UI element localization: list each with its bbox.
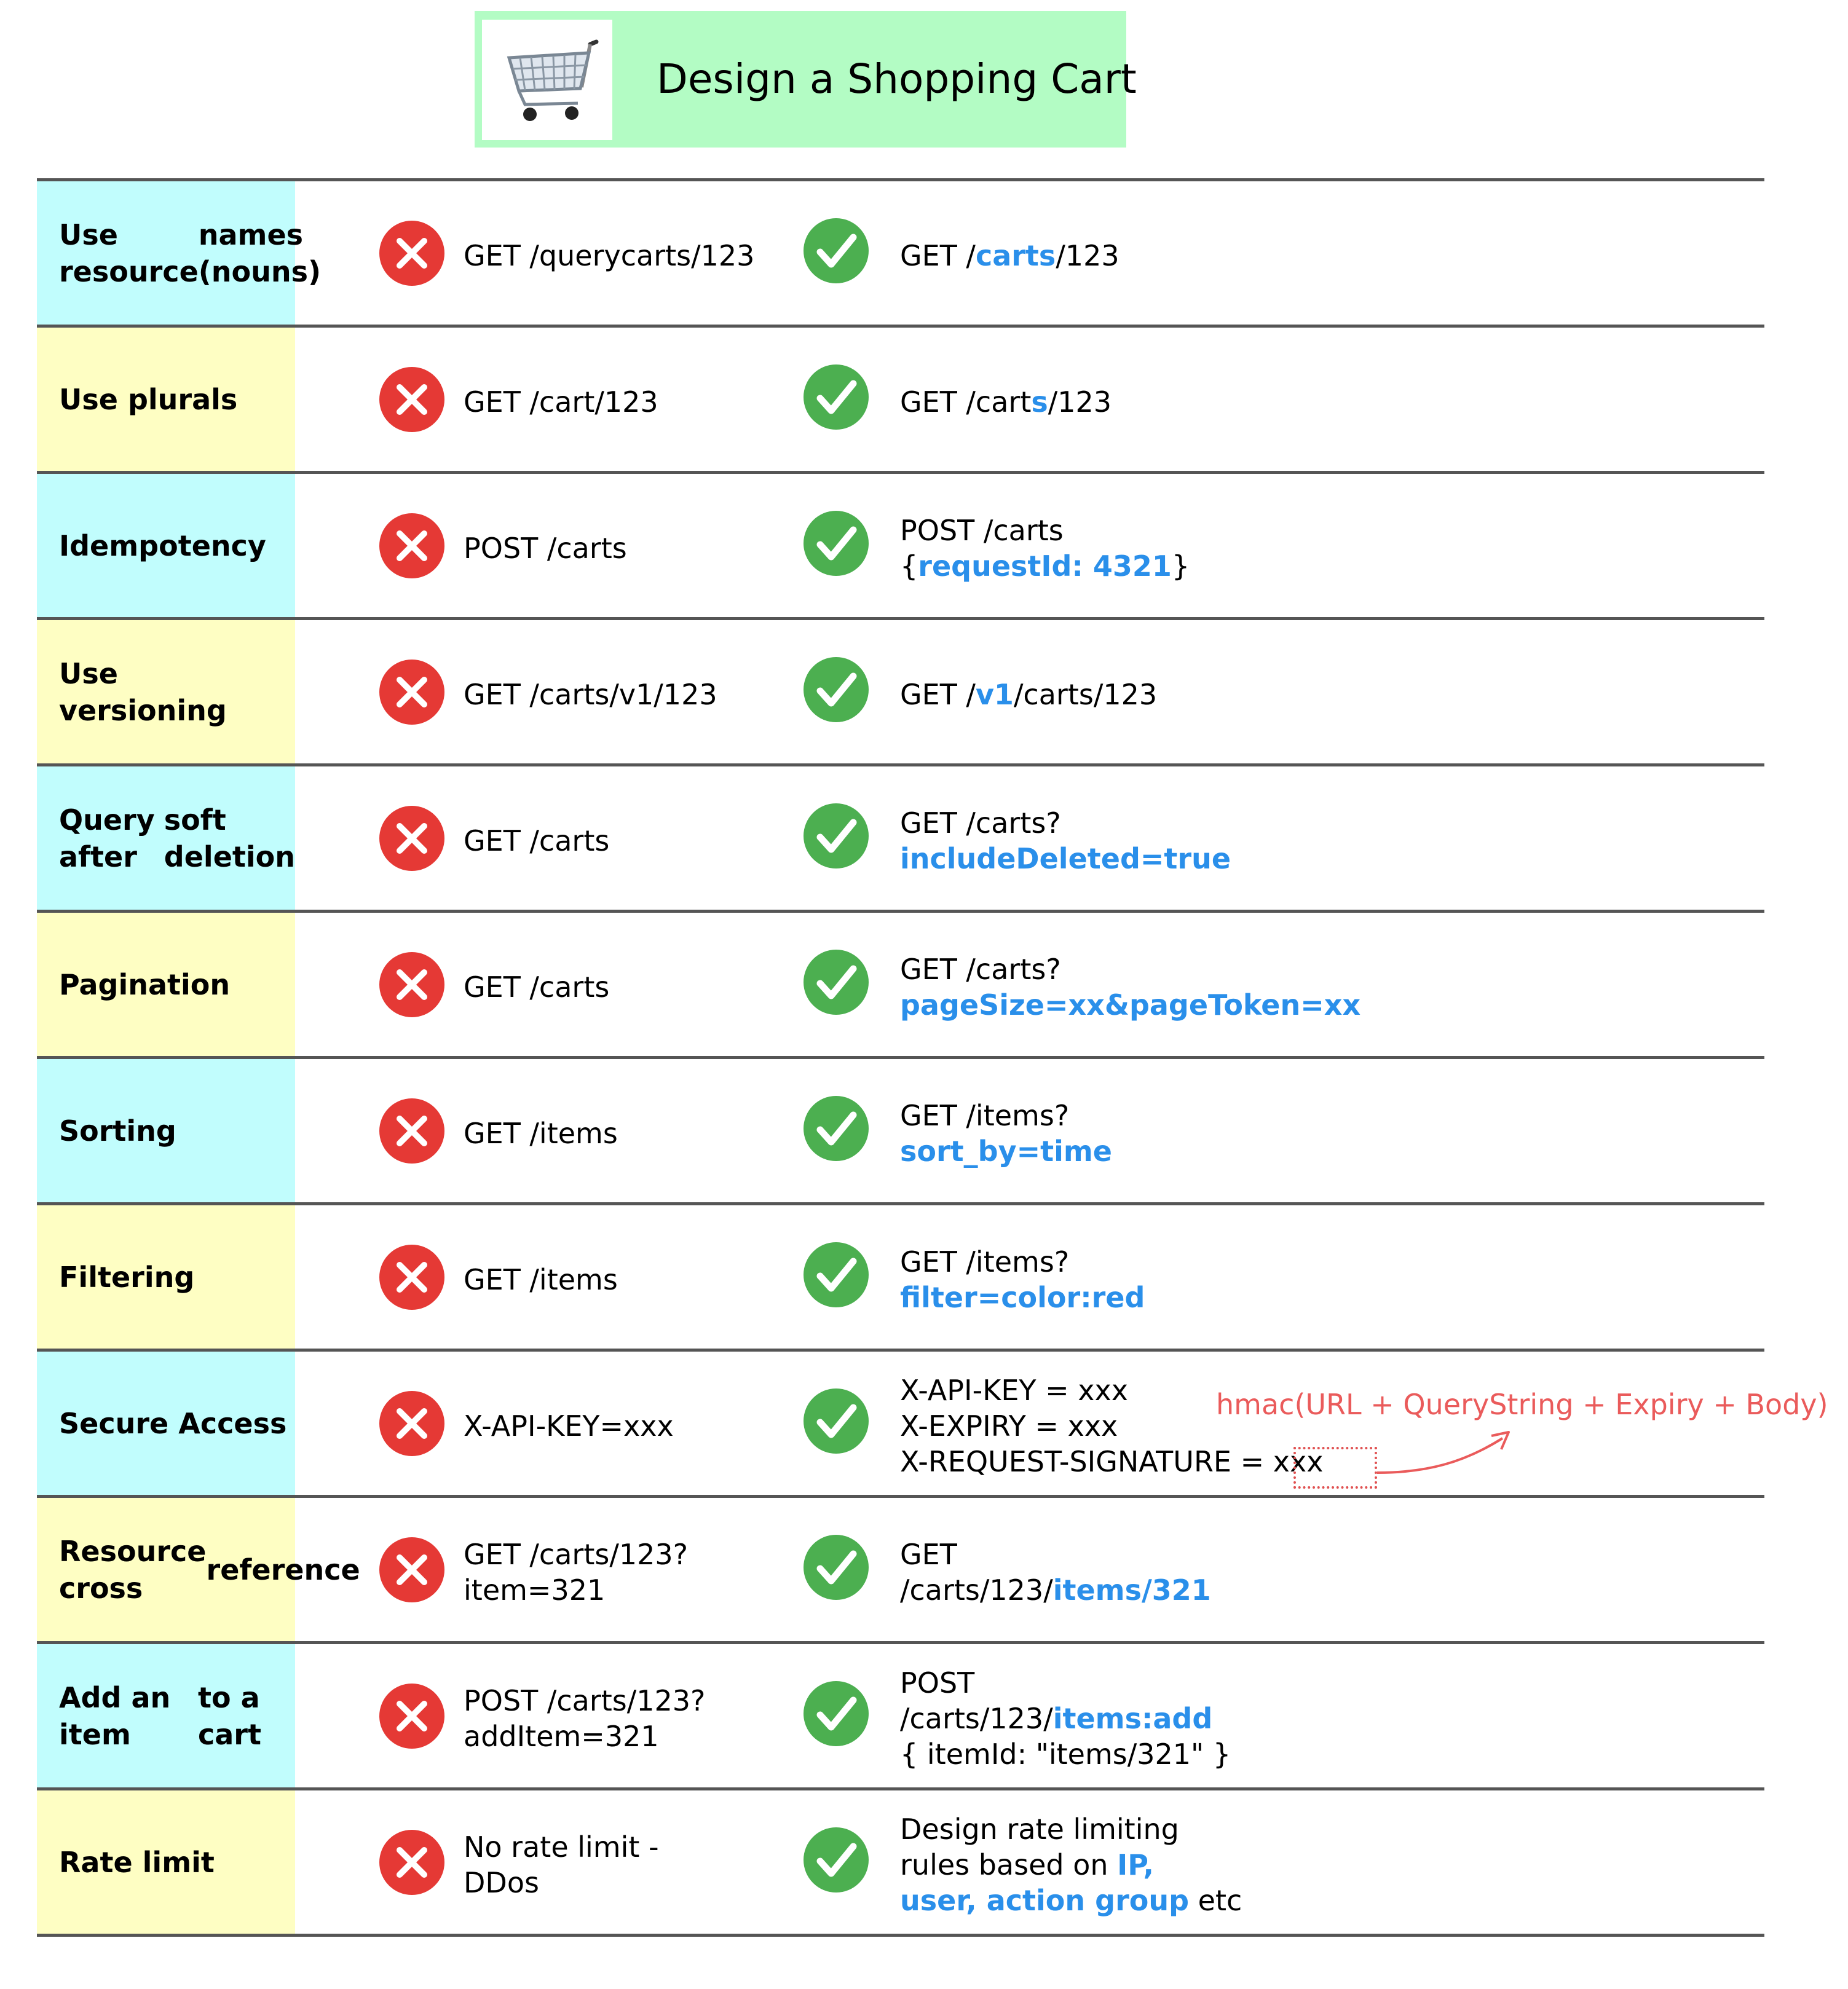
good-example-line xyxy=(900,1444,1323,1479)
row-label-line: Rate limit xyxy=(59,1845,215,1879)
bad-example-line: GET /carts xyxy=(464,970,610,1004)
good-example-line xyxy=(900,677,1157,712)
x-circle-icon xyxy=(376,1680,448,1752)
bad-example-line: item=321 xyxy=(464,1573,606,1607)
good-example xyxy=(900,1811,1242,1918)
row-label-line: Resource cross xyxy=(59,1534,207,1605)
x-circle-icon xyxy=(376,1534,448,1605)
row-label-line: reference xyxy=(206,1553,360,1586)
bad-example-line: addItem=321 xyxy=(464,1719,659,1753)
good-example xyxy=(900,1537,1211,1608)
row-divider xyxy=(37,1349,1764,1352)
good-example-line xyxy=(900,238,1119,274)
table-row xyxy=(37,471,1764,617)
good-example-line xyxy=(900,1847,1242,1883)
text-segment: /carts/123 xyxy=(1013,677,1158,711)
text-segment: { xyxy=(900,549,918,583)
text-segment: /123 xyxy=(1048,385,1112,419)
row-label xyxy=(37,766,295,910)
cart-tile xyxy=(482,20,612,140)
table-row xyxy=(37,1641,1764,1787)
bad-example xyxy=(464,1537,688,1608)
check-circle-icon xyxy=(800,947,872,1018)
text-segment: X-API-KEY = xxx xyxy=(900,1373,1128,1407)
check-circle-icon xyxy=(800,1385,872,1457)
row-label-line: Query after xyxy=(59,803,155,873)
good-example-line xyxy=(900,1537,1211,1572)
check-circle-icon xyxy=(800,1824,872,1896)
bad-example xyxy=(464,1683,705,1754)
good-example-line xyxy=(900,1133,1112,1169)
good-example-line xyxy=(900,1736,1231,1772)
good-example-line xyxy=(900,805,1231,841)
good-example-line xyxy=(900,548,1190,584)
row-divider xyxy=(37,1641,1764,1644)
bad-example-line: POST /carts xyxy=(464,531,627,565)
good-example-line xyxy=(900,1883,1242,1918)
hmac-note: hmac(URL + QueryString + Expiry + Body) xyxy=(1216,1388,1828,1421)
text-segment: /carts/123/ xyxy=(900,1701,1053,1735)
text-segment: GET /items? xyxy=(900,1245,1070,1278)
highlighted-segment: user, action group xyxy=(900,1883,1190,1917)
bad-example xyxy=(464,1262,618,1298)
check-circle-icon xyxy=(800,361,872,433)
bad-example xyxy=(464,1408,674,1444)
good-example-line xyxy=(900,1244,1145,1280)
table-row xyxy=(37,763,1764,910)
good-example-line xyxy=(900,1811,1242,1847)
good-example-line xyxy=(900,951,1360,987)
row-label xyxy=(37,328,295,471)
highlighted-segment: items/321 xyxy=(1052,1573,1211,1607)
highlighted-segment: pageSize=xx&pageToken=xx xyxy=(900,988,1361,1022)
text-segment: Design rate limiting xyxy=(900,1812,1179,1846)
good-example-line xyxy=(900,1098,1112,1133)
text-segment: } xyxy=(1171,549,1190,583)
highlighted-segment: IP, xyxy=(1117,1848,1154,1881)
row-label-line: Pagination xyxy=(59,967,231,1001)
check-circle-icon xyxy=(800,508,872,579)
good-example xyxy=(900,1665,1231,1772)
row-divider xyxy=(37,763,1764,766)
row-divider xyxy=(37,1495,1764,1498)
bad-example xyxy=(464,384,658,420)
highlighted-segment: requestId: 4321 xyxy=(918,549,1172,583)
title-box xyxy=(475,11,1137,148)
good-example xyxy=(900,513,1190,584)
highlighted-segment: carts xyxy=(975,238,1056,272)
table-row xyxy=(37,1056,1764,1202)
text-segment: X-EXPIRY = xxx xyxy=(900,1409,1118,1443)
row-divider xyxy=(37,1202,1764,1205)
check-circle-icon xyxy=(800,654,872,725)
text-segment: GET / xyxy=(900,677,976,711)
table-row xyxy=(37,617,1764,763)
highlighted-segment: includeDeleted=true xyxy=(900,841,1231,875)
row-label-line: Use plurals xyxy=(59,382,238,416)
bad-example xyxy=(464,969,609,1005)
text-segment: /carts/123/ xyxy=(900,1573,1053,1607)
x-circle-icon xyxy=(376,1095,448,1167)
text-segment: POST /carts xyxy=(900,513,1064,547)
text-segment: etc xyxy=(1189,1883,1242,1917)
text-segment: rules based on xyxy=(900,1848,1118,1881)
good-example xyxy=(900,1244,1145,1315)
good-example-line xyxy=(900,1701,1231,1736)
bad-example-line: GET /carts/123? xyxy=(464,1537,689,1571)
check-circle-icon xyxy=(800,1239,872,1310)
bad-example-line: GET /items xyxy=(464,1116,618,1150)
row-label xyxy=(37,1205,295,1349)
row-label xyxy=(37,181,322,325)
x-circle-icon xyxy=(376,218,448,289)
highlighted-segment: sort_by=time xyxy=(900,1134,1112,1168)
row-label xyxy=(37,474,295,617)
x-circle-icon xyxy=(376,803,448,874)
x-circle-icon xyxy=(376,1242,448,1313)
check-circle-icon xyxy=(800,1678,872,1749)
bad-example xyxy=(464,823,609,859)
bad-example-line: GET /querycarts/123 xyxy=(464,238,755,272)
bad-example-line: GET /carts xyxy=(464,824,610,857)
text-segment: /123 xyxy=(1056,238,1119,272)
text-segment: GET / xyxy=(900,238,976,272)
good-example-line xyxy=(900,841,1231,876)
table-row xyxy=(37,910,1764,1056)
good-example xyxy=(900,951,1360,1023)
bad-example-line: GET /carts/v1/123 xyxy=(464,677,717,711)
good-example-line xyxy=(900,1572,1211,1608)
row-label xyxy=(37,1498,360,1641)
row-label-line: Use versioning xyxy=(59,656,227,727)
text-segment: GET /carts? xyxy=(900,952,1061,986)
text-segment: POST xyxy=(900,1666,975,1700)
text-segment: { itemId: "items/321" } xyxy=(900,1737,1231,1771)
x-circle-icon xyxy=(376,1388,448,1459)
text-segment: GET /carts? xyxy=(900,806,1061,840)
row-divider xyxy=(37,325,1764,328)
row-label-line: to a cart xyxy=(198,1680,261,1751)
row-label xyxy=(37,1059,295,1202)
text-segment: GET /cart xyxy=(900,385,1032,419)
page-title: Design a Shopping Cart xyxy=(657,55,1137,103)
bad-example-line: X-API-KEY=xxx xyxy=(464,1409,674,1443)
row-label xyxy=(37,1644,295,1787)
row-divider xyxy=(37,910,1764,913)
row-label xyxy=(37,1790,295,1934)
good-example xyxy=(900,384,1112,420)
x-circle-icon xyxy=(376,656,448,728)
bad-example xyxy=(464,530,627,566)
shopping-cart-icon xyxy=(482,20,612,140)
check-circle-icon xyxy=(800,1532,872,1603)
table-row xyxy=(37,1787,1764,1934)
bad-example xyxy=(464,1829,659,1900)
table-row xyxy=(37,1495,1764,1641)
good-example-line xyxy=(900,987,1360,1023)
bad-example-line: POST /carts/123? xyxy=(464,1684,706,1717)
row-divider xyxy=(37,471,1764,474)
x-circle-icon xyxy=(376,364,448,435)
x-circle-icon xyxy=(376,949,448,1020)
row-divider xyxy=(37,1787,1764,1790)
x-circle-icon xyxy=(376,510,448,581)
bad-example-line: GET /cart/123 xyxy=(464,385,658,419)
check-circle-icon xyxy=(800,1093,872,1164)
good-example-line xyxy=(900,384,1112,420)
good-example-line xyxy=(900,1665,1231,1701)
row-divider xyxy=(37,617,1764,620)
row-label-line: names (nouns) xyxy=(198,218,322,288)
check-circle-icon xyxy=(800,215,872,286)
row-label xyxy=(37,1352,295,1495)
row-label-line: Idempotency xyxy=(59,529,266,562)
table-row xyxy=(37,325,1764,471)
text-segment: GET /items? xyxy=(900,1098,1070,1132)
table-row xyxy=(37,1202,1764,1349)
row-label-line: Filtering xyxy=(59,1260,195,1294)
arrow-icon xyxy=(1371,1414,1518,1481)
row-label-line: soft deletion xyxy=(164,803,295,873)
good-example xyxy=(900,805,1231,876)
highlighted-segment: v1 xyxy=(975,677,1014,711)
row-label-line: Add an item xyxy=(59,1680,171,1751)
row-divider xyxy=(37,1056,1764,1059)
row-label-line: Sorting xyxy=(59,1114,176,1148)
row-label xyxy=(37,913,295,1056)
bad-example-line: GET /items xyxy=(464,1262,618,1296)
text-segment: X-REQUEST-SIGNATURE = xxx xyxy=(900,1444,1324,1478)
bad-example xyxy=(464,238,754,274)
check-circle-icon xyxy=(800,800,872,872)
row-label-line: Secure Access xyxy=(59,1406,287,1440)
good-example xyxy=(900,677,1157,712)
good-example-line xyxy=(900,1280,1145,1315)
row-divider xyxy=(37,1934,1764,1937)
highlighted-segment: s xyxy=(1031,385,1048,419)
row-label-line: Use resource xyxy=(59,218,199,288)
bad-example-line: No rate limit - xyxy=(464,1830,659,1864)
bad-example-line: DDos xyxy=(464,1865,539,1899)
bad-example xyxy=(464,677,717,712)
signature-highlight-box xyxy=(1293,1447,1377,1489)
text-segment: GET xyxy=(900,1537,957,1571)
highlighted-segment: filter=color:red xyxy=(900,1280,1145,1314)
good-example xyxy=(900,238,1119,274)
row-label xyxy=(37,620,295,763)
bad-example xyxy=(464,1116,618,1151)
table-row xyxy=(37,178,1764,325)
x-circle-icon xyxy=(376,1827,448,1898)
good-example xyxy=(900,1098,1112,1169)
row-divider xyxy=(37,178,1764,181)
good-example-line xyxy=(900,513,1190,548)
highlighted-segment: items:add xyxy=(1052,1701,1213,1735)
